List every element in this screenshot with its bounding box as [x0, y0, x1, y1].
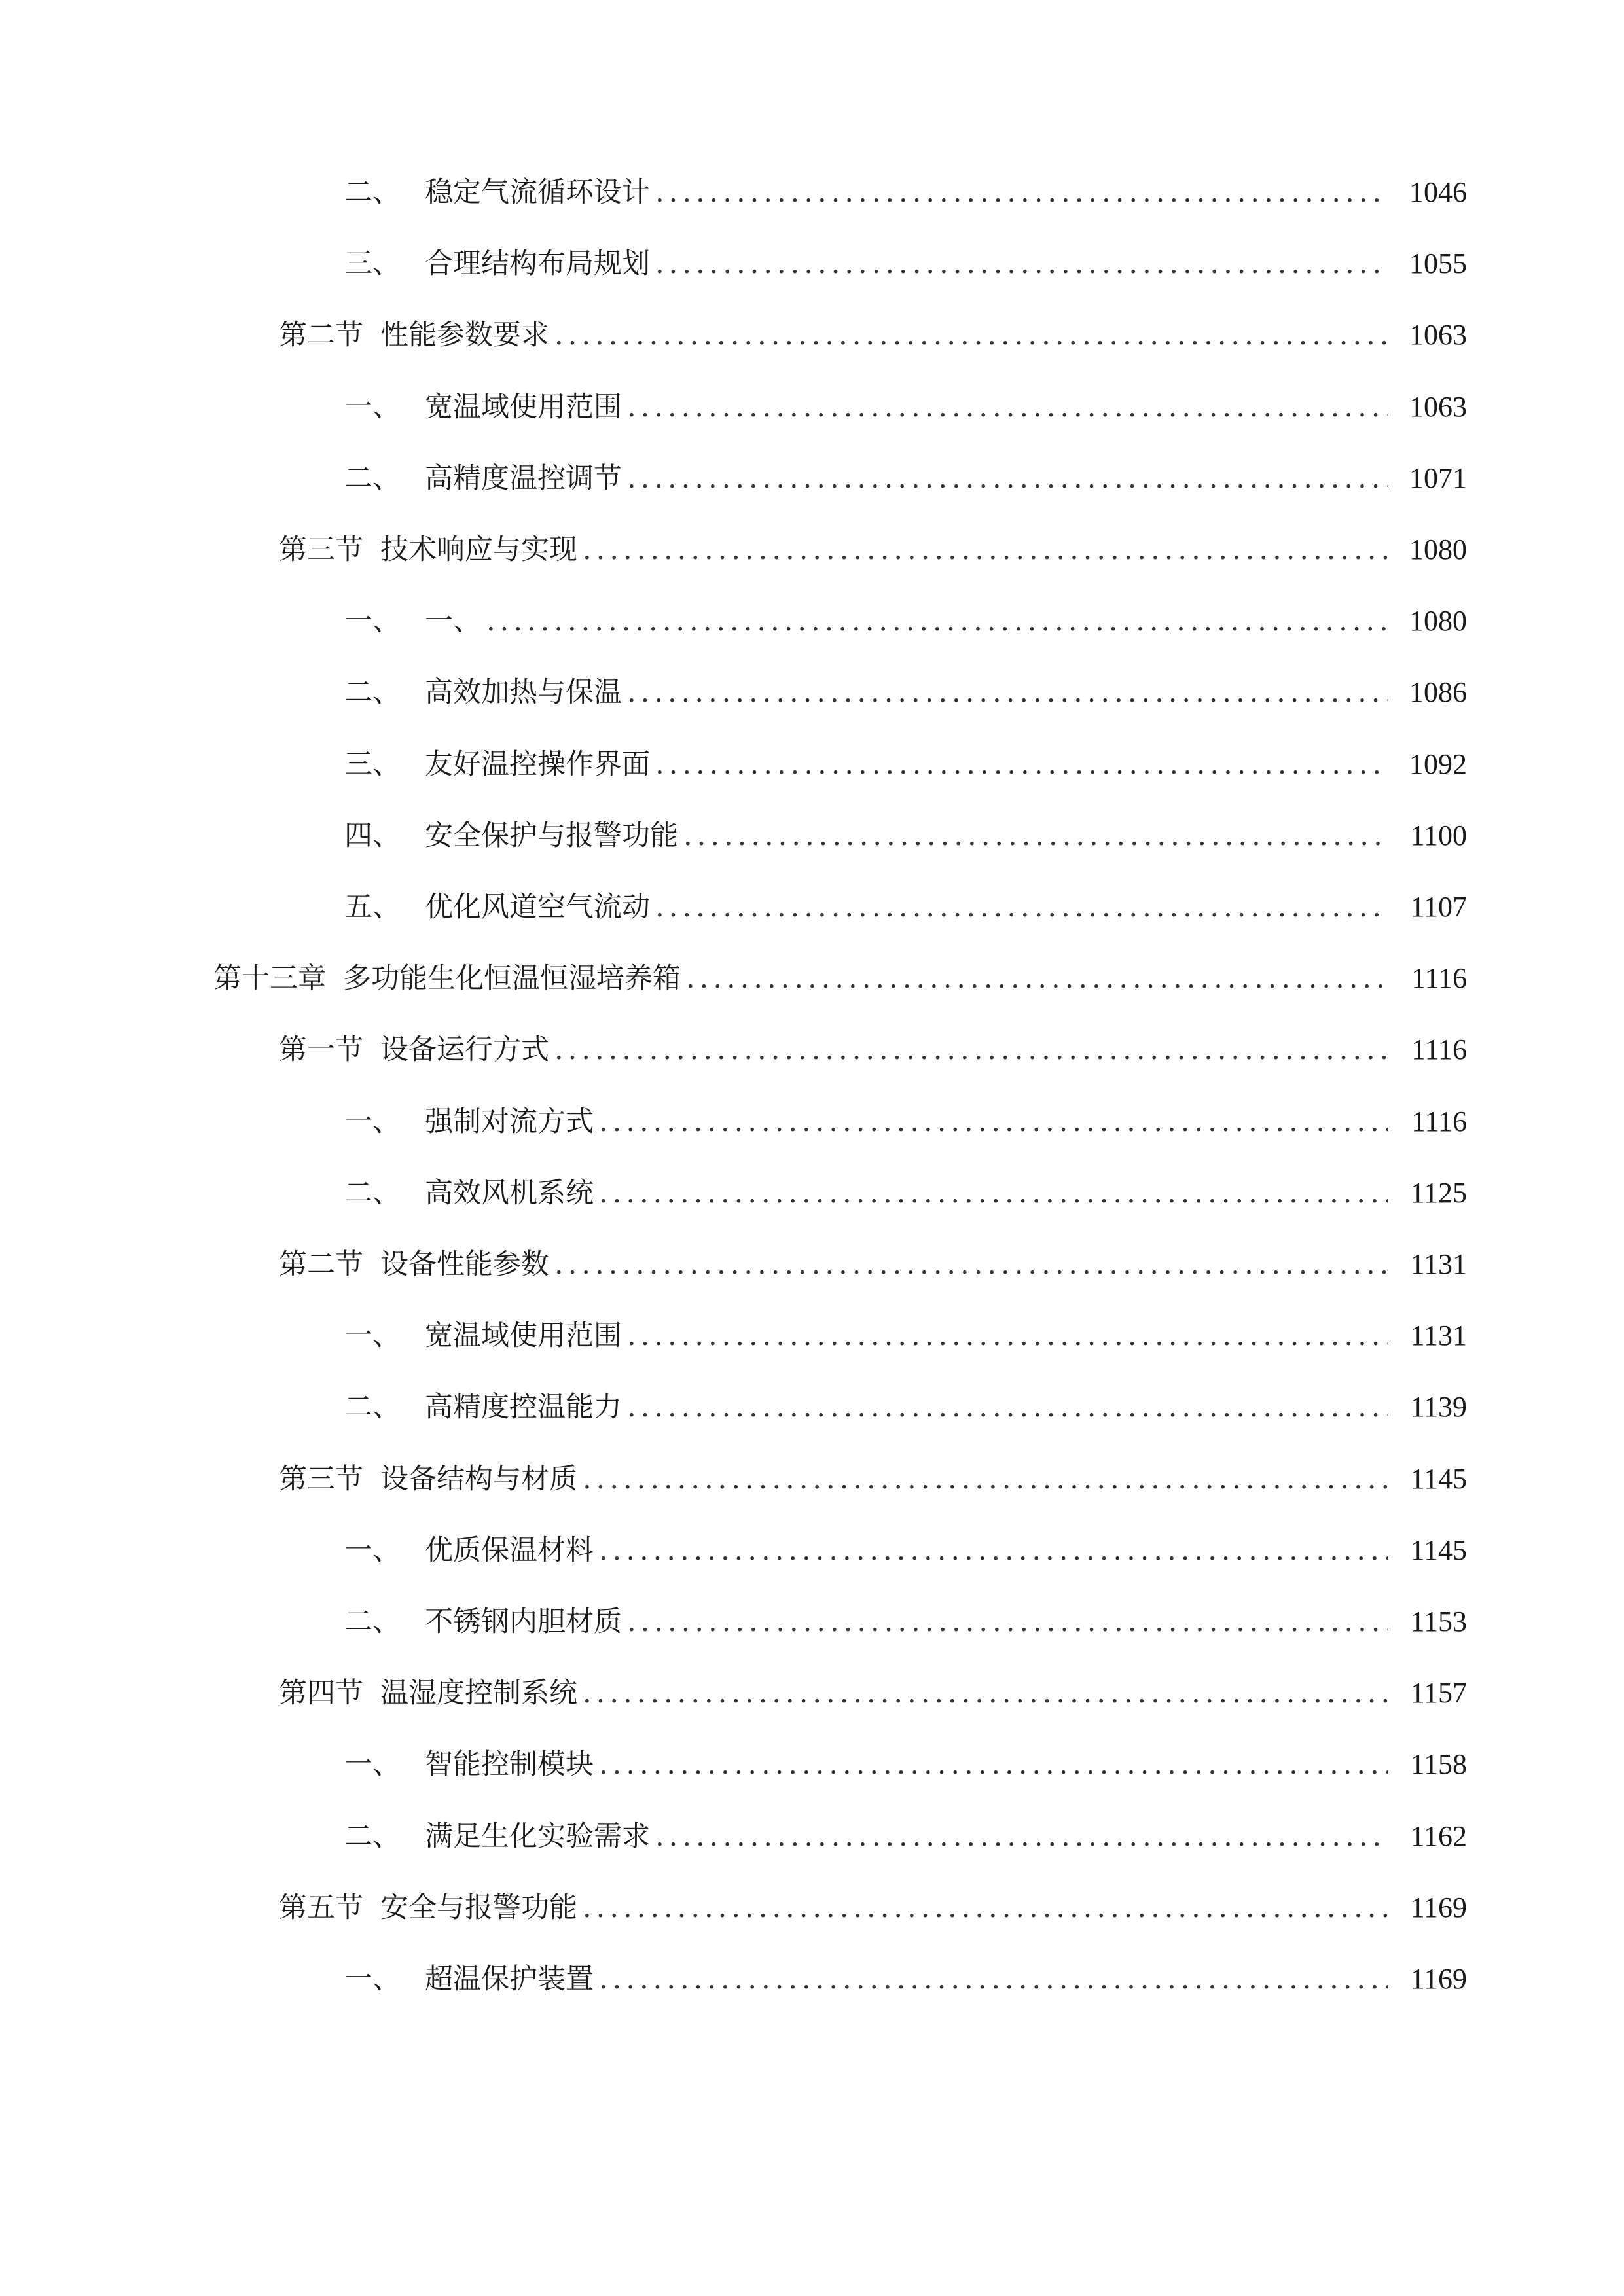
toc-dot-leader [583, 524, 1388, 576]
toc-entry[interactable] [344, 166, 1467, 219]
toc-dot-leader [683, 810, 1388, 862]
toc-dot-leader [599, 1524, 1388, 1577]
toc-entry-number: 二、 [344, 1176, 401, 1210]
toc-entry-title: 优质保温材料 [425, 1534, 594, 1567]
toc-entry-page-number: 1169 [1410, 1891, 1467, 1924]
toc-entry-number: 第二节 [279, 319, 363, 352]
toc-dot-leader [686, 952, 1388, 1005]
toc-entry-page-number: 1071 [1409, 461, 1467, 494]
toc-dot-leader [583, 1882, 1388, 1934]
toc-entry-page-number: 1169 [1410, 1963, 1467, 1995]
toc-dot-leader [554, 1238, 1388, 1291]
toc-dot-leader [655, 881, 1388, 933]
toc-entry[interactable] [344, 381, 1467, 433]
toc-entry-page-number: 1125 [1410, 1176, 1467, 1209]
toc-entry-page-number: 1116 [1411, 1105, 1467, 1138]
toc-dot-leader [599, 1167, 1388, 1219]
toc-entry-number: 二、 [344, 461, 401, 495]
toc-entry-title: 友好温控操作界面 [425, 747, 650, 781]
toc-dot-leader [627, 1596, 1388, 1648]
toc-dot-leader [554, 309, 1388, 361]
toc-entry-page-number: 1086 [1409, 676, 1467, 709]
toc-entry-page-number: 1145 [1410, 1462, 1467, 1495]
toc-entry-page-number: 1162 [1410, 1820, 1467, 1852]
toc-entry-page-number: 1055 [1409, 247, 1467, 280]
toc-entry-title: 温湿度控制系统 [380, 1677, 577, 1710]
toc-entry-page-number: 1046 [1409, 176, 1467, 208]
toc-entry[interactable] [344, 1381, 1467, 1433]
toc-entry-page-number: 1131 [1410, 1319, 1467, 1352]
toc-entry[interactable] [344, 452, 1467, 505]
toc-dot-leader [655, 738, 1388, 791]
toc-dot-leader [599, 1096, 1388, 1148]
toc-entry-number: 第三节 [279, 533, 363, 566]
toc-dot-leader [627, 1310, 1388, 1362]
toc-dot-leader [627, 666, 1388, 719]
toc-entry-page-number: 1145 [1410, 1534, 1467, 1566]
toc-entry[interactable] [279, 1238, 1467, 1291]
toc-dot-leader [554, 1024, 1388, 1076]
toc-entry-number: 二、 [344, 1605, 401, 1638]
toc-entry[interactable] [344, 1096, 1467, 1148]
toc-entry-number: 一、 [344, 1105, 401, 1138]
toc-entry-page-number: 1080 [1409, 533, 1467, 565]
toc-entry[interactable] [279, 524, 1467, 576]
toc-dot-leader [486, 595, 1388, 647]
toc-entry[interactable] [344, 1953, 1467, 2005]
toc-entry[interactable] [279, 1882, 1467, 1934]
toc-dot-leader [583, 1453, 1388, 1505]
toc-dot-leader [655, 166, 1388, 219]
toc-entry[interactable] [279, 1453, 1467, 1505]
toc-entry[interactable] [279, 1667, 1467, 1719]
toc-entry[interactable] [344, 1596, 1467, 1648]
toc-entry-title: 技术响应与实现 [380, 533, 577, 566]
toc-entry-title: 合理结构布局规划 [425, 247, 650, 281]
toc-dot-leader [627, 381, 1388, 433]
toc-entry-number: 二、 [344, 1391, 401, 1424]
toc-entry-number: 第二节 [279, 1248, 363, 1281]
toc-entry-page-number: 1157 [1410, 1677, 1467, 1710]
toc-entry-title: 稳定气流循环设计 [425, 176, 650, 209]
toc-entry[interactable] [344, 810, 1467, 862]
toc-entry-title: 安全保护与报警功能 [425, 819, 678, 852]
toc-entry-number: 第四节 [279, 1677, 363, 1710]
toc-entry[interactable] [344, 738, 1467, 791]
toc-entry-number: 二、 [344, 176, 401, 209]
toc-dot-leader [655, 1810, 1388, 1863]
toc-entry-page-number: 1158 [1410, 1748, 1467, 1781]
toc-entry[interactable] [344, 238, 1467, 290]
toc-entry-title: 多功能生化恒温恒湿培养箱 [343, 962, 681, 996]
toc-entry-number: 第十三章 [213, 962, 326, 996]
toc-entry-title: 强制对流方式 [425, 1105, 594, 1138]
toc-entry-title: 高精度温控调节 [425, 461, 622, 495]
toc-dot-leader [655, 238, 1388, 290]
toc-entry-number: 三、 [344, 747, 401, 781]
toc-entry-page-number: 1092 [1409, 747, 1467, 780]
toc-entry-number: 一、 [344, 1963, 401, 1996]
toc-entry-page-number: 1063 [1409, 319, 1467, 351]
toc-entry-title: 设备结构与材质 [380, 1462, 577, 1496]
toc-entry-title: 优化风道空气流动 [425, 891, 650, 924]
toc-entry-title: 高效风机系统 [425, 1176, 594, 1210]
toc-entry-page-number: 1131 [1410, 1248, 1467, 1280]
toc-entry-number: 四、 [344, 819, 401, 852]
toc-dot-leader [583, 1667, 1388, 1719]
toc-entry-title: 设备运行方式 [380, 1033, 549, 1067]
toc-entry-title: 安全与报警功能 [380, 1891, 577, 1924]
toc-dot-leader [599, 1953, 1388, 2005]
toc-entry-title: 设备性能参数 [380, 1248, 549, 1281]
toc-dot-leader [627, 452, 1388, 505]
toc-entry-number: 一、 [344, 1534, 401, 1567]
toc-entry-title: 满足生化实验需求 [425, 1820, 650, 1853]
toc-entry-page-number: 1063 [1409, 390, 1467, 423]
toc-entry-page-number: 1100 [1410, 819, 1467, 852]
toc-dot-leader [599, 1738, 1388, 1791]
toc-entry-title: 宽温域使用范围 [425, 390, 622, 423]
toc-entry-page-number: 1116 [1411, 1033, 1467, 1066]
toc-entry-number: 五、 [344, 891, 401, 924]
toc-entry-number: 第五节 [279, 1891, 363, 1924]
toc-entry-number: 第三节 [279, 1462, 363, 1496]
toc-entry[interactable] [344, 595, 1467, 647]
toc-entry-title: 高精度控温能力 [425, 1391, 622, 1424]
toc-entry[interactable] [344, 1310, 1467, 1362]
toc-entry-number: 一、 [344, 1319, 401, 1353]
toc-entry-page-number: 1153 [1410, 1605, 1467, 1638]
toc-entry-title: 一、 [425, 605, 481, 638]
toc-dot-leader [627, 1381, 1388, 1433]
toc-entry-number: 二、 [344, 676, 401, 709]
toc-entry-page-number: 1080 [1409, 605, 1467, 637]
toc-entry[interactable] [344, 1738, 1467, 1791]
toc-entry-number: 一、 [344, 605, 401, 638]
toc-entry-title: 智能控制模块 [425, 1748, 594, 1782]
toc-entry-title: 性能参数要求 [380, 319, 549, 352]
toc-entry[interactable] [213, 952, 1467, 1005]
toc-entry[interactable] [279, 309, 1467, 361]
toc-entry-page-number: 1107 [1410, 891, 1467, 923]
toc-entry[interactable] [344, 1167, 1467, 1219]
toc-entry-page-number: 1116 [1411, 962, 1467, 995]
toc-entry-title: 高效加热与保温 [425, 676, 622, 709]
toc-entry-title: 超温保护装置 [425, 1963, 594, 1996]
toc-entry[interactable] [344, 666, 1467, 719]
toc-entry-title: 宽温域使用范围 [425, 1319, 622, 1353]
toc-entry[interactable] [279, 1024, 1467, 1076]
toc-entry[interactable] [344, 881, 1467, 933]
toc-entry-number: 一、 [344, 1748, 401, 1782]
toc-entry-page-number: 1139 [1410, 1391, 1467, 1424]
toc-entry-number: 二、 [344, 1820, 401, 1853]
toc-entry[interactable] [344, 1524, 1467, 1577]
toc-entry-number: 第一节 [279, 1033, 363, 1067]
toc-entry-number: 一、 [344, 390, 401, 423]
toc-entry-title: 不锈钢内胆材质 [425, 1605, 622, 1638]
toc-entry-number: 三、 [344, 247, 401, 281]
toc-entry[interactable] [344, 1810, 1467, 1863]
